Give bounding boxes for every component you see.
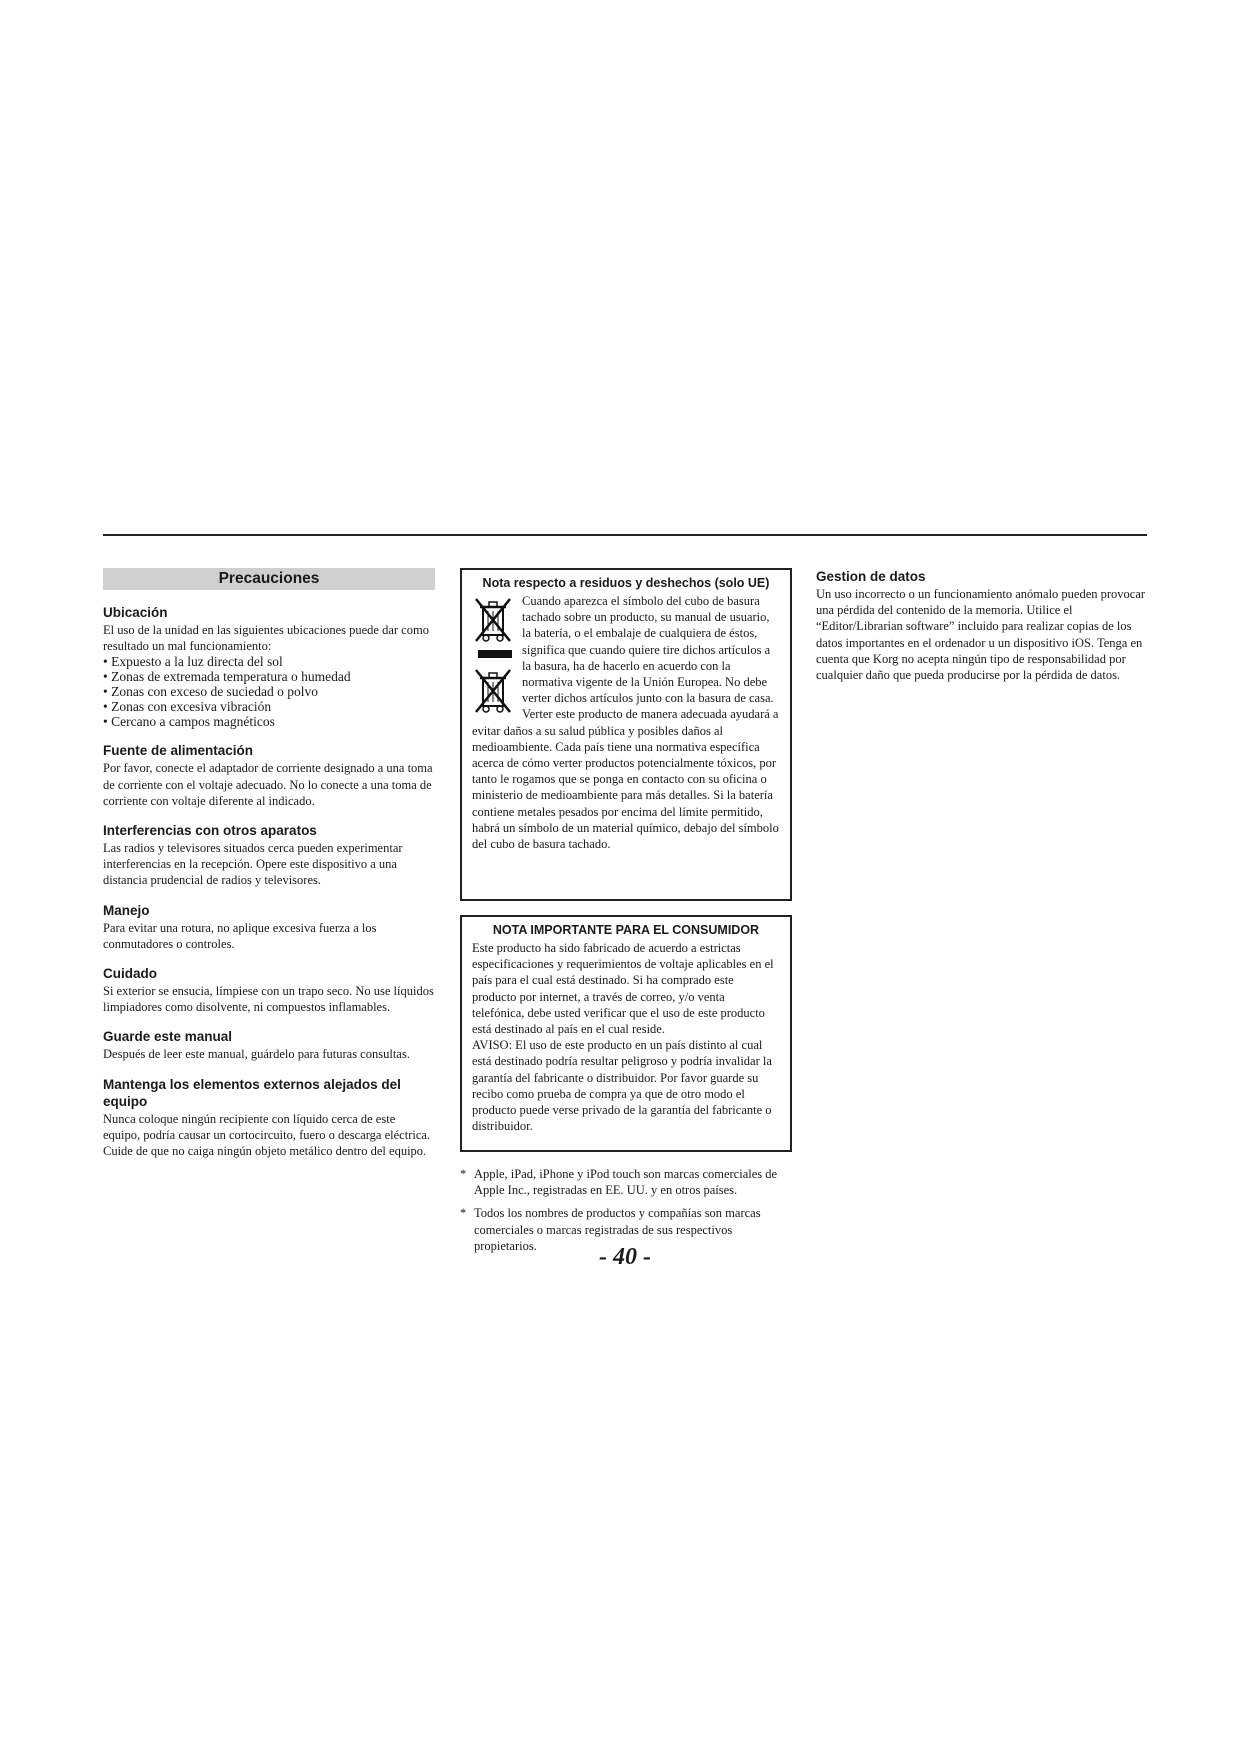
crossed-bin-icon [472, 666, 514, 714]
list-item: • Zonas de extremada temperatura o humedad [103, 669, 351, 685]
guarde-heading: Guarde este manual [103, 1029, 233, 1045]
datos-heading: Gestion de datos [816, 569, 926, 584]
note-text: Todos los nombres de productos y compañías son marcas comerciales o marcas registradas de sus respectivos propietarios. [474, 1206, 761, 1253]
trademark-note [460, 1166, 792, 1198]
precautions-column [103, 568, 435, 1172]
cuidado-heading: Cuidado [103, 966, 157, 982]
manejo-section [103, 902, 435, 952]
guarde-section [103, 1028, 435, 1062]
interferencias-heading: Interferencias con otros aparatos [103, 823, 317, 839]
list-item: • Expuesto a la luz directa del sol [103, 654, 283, 670]
chemical-bar-icon [478, 650, 512, 658]
manejo-heading: Manejo [103, 902, 150, 918]
datos-section [816, 568, 1146, 683]
ubicacion-list [103, 654, 435, 729]
note-text: Apple, iPad, iPhone y iPod touch son marcas comerciales de Apple Inc., registradas en EE. UU. y en otros países. [474, 1167, 778, 1198]
top-rule [103, 534, 1147, 536]
manejo-text: Para evitar una rotura, no aplique excesiva fuerza a los conmutadores o controles. [103, 920, 377, 951]
waste-notice-box [460, 568, 792, 901]
cuidado-text: Si exterior se ensucia, límpiese con un trapo seco. No use líquidos limpiadores como disolvente, ni compuestos inflamables. [103, 984, 434, 1015]
mantenga-text: Nunca coloque ningún recipiente con líquido cerca de este equipo, podría causar un cortocircuito, fuero o descarga eléctrica. Cuide de que no caiga ningún objeto metálico dentro del equipo. [103, 1111, 431, 1159]
fuente-heading: Fuente de alimentación [103, 743, 254, 759]
interferencias-section [103, 822, 435, 889]
ubicacion-text: El uso de la unidad en las siguientes ubicaciones puede dar como resultado un mal funcionamiento: [103, 623, 429, 654]
mantenga-heading: Mantenga los elementos externos alejados del equipo [103, 1076, 401, 1109]
consumer-notice-text: Este producto ha sido fabricado de acuerdo a estrictas especificaciones y requerimientos de voltaje aplicables en el país para el cual está destinado. Si ha comprado este producto por internet, a través de correo, y/o venta telefónica, debe usted verificar que el uso de este producto está destinado al país en el cual reside. [472, 941, 774, 1037]
waste-notice-title: Nota respecto a residuos y deshechos (solo UE) [482, 576, 770, 590]
ubicacion-heading: Ubicación [103, 605, 168, 620]
datos-text: Un uso incorrecto o un funcionamiento anómalo pueden provocar una pérdida del contenido de la memoria. Utilice el “Editor/Librarian software” incluido para realizar copias de los datos importantes en el ordenador u un dispositivo iOS. Tenga en cuenta que Korg no acepta ningún tipo de responsabilidad por cualquier daño que pueda producirse por la pérdida de datos. [816, 587, 1146, 683]
fuente-text: Por favor, conecte el adaptador de corriente designado a una toma de corriente con el voltaje adecuado. No lo conecte a una toma de corriente con voltaje diferente al indicado. [103, 761, 433, 808]
interferencias-text: Las radios y televisores situados cerca pueden experimentar interferencias en la recepción. Opere este dispositivo a una distancia prudencial de radios y televisores. [103, 841, 403, 888]
weee-icons [472, 595, 518, 714]
list-item: • Cercano a campos magnéticos [103, 714, 275, 730]
section-banner: Precauciones [103, 568, 435, 590]
data-management-column [816, 568, 1146, 696]
consumer-notice-warning: AVISO: El uso de este producto en un país distinto al cual está destinado podría resultar peligroso y podría invalidar la garantía del fabricante o distribuidor. Por favor guarde su recibo como prueba de compra ya que de otro modo el producto puede verse privado de la garantía del fabricante o distribuidor. [472, 1038, 772, 1134]
page-number: - 40 - [599, 1244, 651, 1270]
mantenga-section [103, 1076, 435, 1160]
fuente-section [103, 742, 435, 809]
list-item: • Zonas con exceso de suciedad o polvo [103, 684, 319, 700]
consumer-notice-box [460, 915, 792, 1152]
cuidado-section [103, 965, 435, 1015]
notices-column [460, 568, 792, 1261]
asterisk-mark: * [460, 1167, 467, 1181]
consumer-notice-title: NOTA IMPORTANTE PARA EL CONSUMIDOR [492, 923, 760, 937]
ubicacion-section [103, 604, 435, 729]
guarde-text: Después de leer este manual, guárdelo para futuras consultas. [103, 1047, 410, 1062]
trademark-notes [460, 1166, 792, 1254]
list-item: • Zonas con excesiva vibración [103, 699, 272, 715]
waste-notice-text: Cuando aparezca el símbolo del cubo de basura tachado sobre un producto, su manual de usuario, la batería, o el embalaje de cualquiera de éstos, significa que cuando quiere tire dichos artículos a la basura, ha de hacerlo en acuerdo con la normativa vigente de la Unión Europea. No debe verter dichos artículos junto con la basura de casa. Verter este producto de manera adecuada ayudará a evitar daños a su salud pública y posibles daños al medioambiente. Cada país tiene una normativa específica acerca de cómo verter productos potencialmente tóxicos, por tanto le rogamos que se ponga en contacto con su oficina o ministerio de medioambiente para más detalles. Si la batería contiene metales pesados por encima del límite permitido, habrá un símbolo de un material químico, debajo del símbolo del cubo de basura tachado. [472, 594, 779, 852]
asterisk-mark: * [460, 1206, 467, 1221]
crossed-bin-icon [472, 595, 514, 643]
